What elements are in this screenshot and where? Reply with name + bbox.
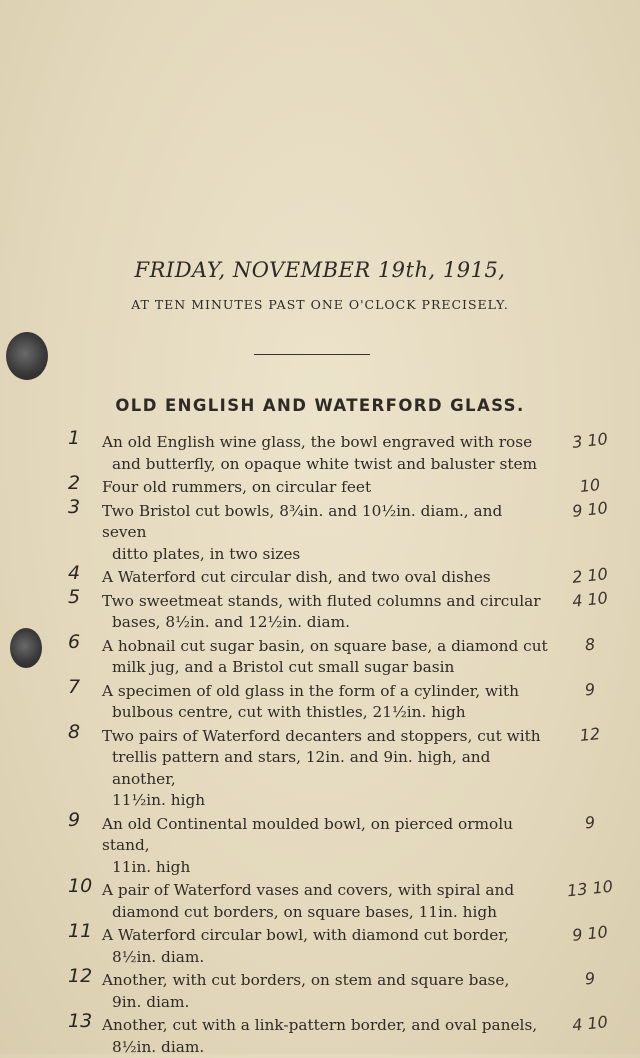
handwritten-price: 8	[557, 630, 623, 658]
lot-item	[0, 432, 548, 475]
lot-line: bulbous centre, cut with thistles, 21½in. high	[102, 702, 548, 724]
lot-line: ditto plates, in two sizes	[102, 544, 548, 566]
lot-number: 4	[68, 563, 80, 585]
lot-line: trellis pattern and stars, 12in. and 9in. high, and another,	[102, 747, 548, 790]
handwritten-price: 4 10	[557, 585, 623, 613]
lot-item	[0, 501, 548, 566]
lot-number: 12	[68, 966, 92, 988]
handwritten-price: 9 10	[557, 495, 623, 523]
divider	[254, 354, 370, 355]
lot-line: 8½in. diam.	[102, 947, 548, 969]
lot-line: A pair of Waterford vases and covers, with spiral and	[102, 881, 514, 899]
section-title: OLD ENGLISH AND WATERFORD GLASS.	[0, 396, 640, 415]
lot-description	[102, 591, 548, 634]
lot-line: Four old rummers, on circular feet	[102, 478, 371, 496]
handwritten-price: 9	[557, 808, 623, 836]
lot-description	[102, 681, 548, 724]
lot-description	[102, 432, 548, 475]
lot-description	[102, 477, 548, 499]
handwritten-price: 9	[557, 675, 623, 703]
lot-line: Two Bristol cut bowls, 8¾in. and 10½in. diam., and seven	[102, 502, 502, 542]
lot-line: Another, cut with a link-pattern border, and oval panels,	[102, 1016, 537, 1034]
lot-number: 9	[68, 810, 80, 832]
lot-number: 3	[68, 497, 80, 519]
lot-line: 11in. high	[102, 857, 548, 879]
lot-line: A Waterford cut circular dish, and two oval dishes	[102, 568, 491, 586]
lot-line: An old English wine glass, the bowl engraved with rose	[102, 433, 532, 451]
lot-line: A Waterford circular bowl, with diamond cut border,	[102, 926, 509, 944]
lot-line: diamond cut borders, on square bases, 11in. high	[102, 902, 548, 924]
lot-description	[102, 814, 548, 879]
handwritten-price: 9	[557, 965, 623, 993]
punched-hole	[6, 332, 48, 380]
lot-item	[0, 726, 548, 812]
lot-description	[102, 501, 548, 566]
lot-description	[102, 925, 548, 968]
lot-number: 8	[68, 722, 80, 744]
lot-item	[0, 477, 548, 499]
lot-item	[0, 970, 548, 1013]
lot-item	[0, 681, 548, 724]
lot-number: 6	[68, 632, 80, 654]
lot-description	[102, 567, 548, 589]
lot-description	[102, 970, 548, 1013]
handwritten-price: 9 10	[557, 920, 623, 948]
handwritten-price: 13 10	[557, 875, 623, 903]
lot-line: Two pairs of Waterford decanters and stoppers, cut with	[102, 727, 541, 745]
lot-item	[0, 636, 548, 679]
lot-line: 8½in. diam.	[102, 1037, 548, 1058]
handwritten-price: 12	[557, 720, 623, 748]
lot-line: Two sweetmeat stands, with fluted columns and circular	[102, 592, 541, 610]
lot-description	[102, 726, 548, 812]
lot-description	[102, 1015, 548, 1058]
lot-item	[0, 591, 548, 634]
lot-item	[0, 1015, 548, 1058]
lot-number: 1	[68, 428, 80, 450]
lot-line: An old Continental moulded bowl, on pierced ormolu stand,	[102, 815, 513, 855]
lot-item	[0, 880, 548, 923]
lot-number: 5	[68, 587, 80, 609]
lot-description	[102, 880, 548, 923]
lot-number: 13	[68, 1011, 92, 1033]
lot-item	[0, 814, 548, 879]
lot-line: Another, with cut borders, on stem and square base,	[102, 971, 509, 989]
lot-number: 2	[68, 473, 80, 495]
sale-time: AT TEN MINUTES PAST ONE O'CLOCK PRECISELY.	[0, 297, 640, 312]
handwritten-price: 2 10	[557, 562, 623, 590]
handwritten-price: 10	[557, 472, 623, 500]
lot-line: bases, 8½in. and 12½in. diam.	[102, 612, 548, 634]
sale-date: FRIDAY, NOVEMBER 19th, 1915,	[0, 258, 640, 282]
handwritten-price: 3 10	[557, 427, 623, 455]
lot-line: A specimen of old glass in the form of a cylinder, with	[102, 682, 519, 700]
lot-line: and butterfly, on opaque white twist and baluster stem	[102, 454, 548, 476]
lot-line: 9in. diam.	[102, 992, 548, 1014]
lot-item	[0, 567, 548, 589]
lot-item	[0, 925, 548, 968]
lot-line: A hobnail cut sugar basin, on square base, a diamond cut	[102, 637, 548, 655]
lot-number: 10	[68, 876, 92, 898]
lot-description	[102, 636, 548, 679]
handwritten-price: 4 10	[557, 1010, 623, 1038]
lot-list	[0, 432, 640, 1058]
lot-line: 11½in. high	[102, 790, 548, 812]
lot-number: 11	[68, 921, 92, 943]
lot-line: milk jug, and a Bristol cut small sugar basin	[102, 657, 548, 679]
lot-number: 7	[68, 677, 80, 699]
